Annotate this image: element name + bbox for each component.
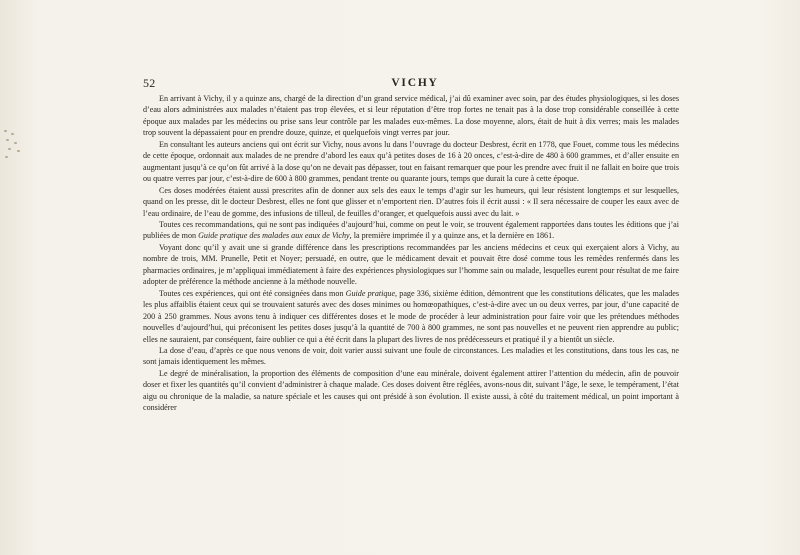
running-head: VICHY <box>391 77 439 89</box>
paragraph: La dose d’eau, d’après ce que nous venons de voir, doit varier aussi suivant une foule de circonstances. Les maladies et les constitutions, dans tous les cas, ne sont jamais identiquement les mêmes. <box>143 345 679 367</box>
paragraph: Voyant donc qu’il y avait une si grande différence dans les prescriptions recommandées par les anciens médecins et ceux qui exerçaient alors à Vichy, au nombre de trois, MM. Prunelle, Petit et Noyer; persuadé, en outre, que le médicament devait et pouvait être dosé comme tous les remèdes renfermés dans les pharmacies ordinaires, je m’appliquai immédiatement à faire des expériences physiologiques sur l’homme sain ou malade, lesquelles eurent pour résultat de me faire adopter de préférence la méthode ancienne à la méthode nouvelle. <box>143 242 679 287</box>
paragraph: En arrivant à Vichy, il y a quinze ans, chargé de la direction d’un grand service médical, j’ai dû examiner avec soin, par des études physiologiques, si les doses d’eau alors administrées aux malades n’étaient pas trop élevées, et si leur réputation d’être trop fortes ne tenait pas à la dose trop considérable conseillée à cette époque aux malades par les médecins ou prise sans leur contrôle par les malades eux-mêmes. La dose moyenne, alors, était de huit à dix verres; mais les malades trop souvent la dépassaient pour en prendre douze, quinze, et quelquefois vingt verres par jour. <box>143 94 679 138</box>
book-title: Guide pratique <box>345 288 396 298</box>
page-number: 52 <box>143 76 156 90</box>
paragraph-text: , page 336, sixième édition, démontrent que les constitutions délicates, que les malades les plus affaiblis étaient ceux qui se trouvaient saturés avec des doses minimes ou homœopathiques, c’est-à-dire avec un ou deux verres, par jour, d’une capacité de 200 à 250 grammes. Nous avons tenu à indiquer ces différentes doses et le mode de procéder à leur administration pour faire voir que les prétendues méthodes nouvelles d’aujourd’hui, qui préconisent les petites doses jusqu’à la quantité de 700 à 800 grammes, ne sont pas nouvelles et ne peuvent rien apprendre au public; elles ne sauraient, par conséquent, faire oublier ce qui a été écrit dans la plupart des livres de nos prédécesseurs et pratiqué il y a bientôt un siècle. <box>143 288 679 344</box>
paragraph: Le degré de minéralisation, la proportion des éléments de composition d’une eau minérale, doivent également attirer l’attention du médecin, afin de pouvoir doser et fixer les quantités qu’il convient d’administrer à chaque malade. Ces doses doivent être réglées, avons-nous dit, suivant l’âge, le sexe, le tempérament, l’état aigu ou chronique de la maladie, sa nature spéciale et les causes qui ont présidé à son évolution. Il existe aussi, à côté du traitement médical, un point important à considérer <box>143 368 679 413</box>
body-text <box>143 93 679 414</box>
paragraph <box>143 219 679 242</box>
paragraph-text: Toutes ces recommandations, qui ne sont pas indiquées d’aujourd’hui, comme on peut le voir, se trouvent également rapportées dans toutes les éditions que j’ai publiées de mon <box>143 219 679 241</box>
paragraph-text: , la première imprimée il y a quinze ans, et la dernière en 1861. <box>349 231 555 241</box>
paragraph-text: Toutes ces expériences, qui ont été consignées dans mon <box>159 288 346 298</box>
page-edge-marks <box>2 128 24 168</box>
paragraph <box>143 288 679 345</box>
paragraph: Ces doses modérées étaient aussi prescrites afin de donner aux sels des eaux le temps d’agir sur les humeurs, qui leur résistent longtemps et sur lesquelles, quand on les presse, dit le docteur Desbrest, elles ne font que glisser et n’emportent rien. D’autres fois il écrit aussi : « Il sera nécessaire de couper les eaux avec de l’eau ordinaire, de l’eau de gomme, des infusions de tilleul, de feuilles d’oranger, et quelquefois aussi avec du lait. » <box>143 185 679 218</box>
paragraph: En consultant les auteurs anciens qui ont écrit sur Vichy, nous avons lu dans l’ouvrage du docteur Desbrest, écrit en 1778, que Fouet, comme tous les médecins de cette époque, ordonnait aux malades de ne prendre d’abord les eaux qu’à petites doses de 16 à 20 onces, c’est-à-dire de 480 à 600 grammes, et d’aller ensuite en augmentant jusqu’à ce qu’on fût arrivé à la dose qu’on ne devait pas dépasser, tout en faisant remarquer que pour les prendre avec fruit il ne fallait en boire que trois ou quatre verres par jour, c’est-à-dire de 600 à 800 grammes, pendant trente ou quarante jours, temps que durait la cure à cette époque. <box>143 139 679 184</box>
book-title: Guide pratique des malades aux eaux de Vichy <box>198 231 350 241</box>
